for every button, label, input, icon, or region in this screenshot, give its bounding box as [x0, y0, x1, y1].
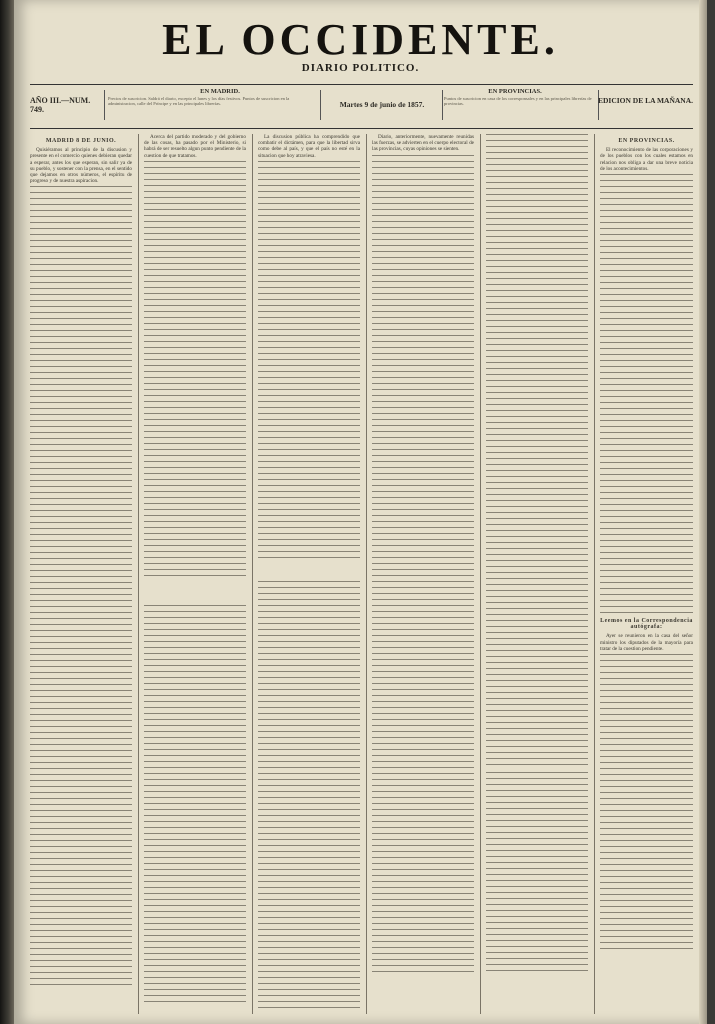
page-edge	[699, 0, 707, 1024]
text-lines	[258, 581, 360, 1011]
column-gap	[258, 565, 360, 581]
text-lines	[372, 155, 474, 975]
text-lines	[144, 161, 246, 581]
text-lines	[258, 161, 360, 561]
column-rule	[366, 134, 367, 1014]
masthead-title: EL OCCIDENTE.	[162, 15, 559, 64]
article-text: La discusion pública ha comprendido que combatir el dictámen, para que la libertad sirva como debe al país, y que el país no esté en la situacion que hoy atraviesa.	[258, 134, 360, 159]
top-rule	[30, 84, 693, 85]
madrid-terms: Precios de suscricion. Saldrá el diario, excepto el lunes y los días festivos. Puntos de suscricion en la administracion, calle del Príncipe y en las principales librerías.	[108, 96, 290, 107]
edition-label: EDICION DE LA MAÑANA.	[597, 96, 693, 105]
info-divider	[442, 90, 443, 120]
column-heading: Leemos en la Correspondencia autógrafa:	[600, 618, 693, 631]
info-bar	[30, 88, 693, 126]
column-heading: MADRID 8 DE JUNIO.	[45, 138, 117, 144]
column-rule	[252, 134, 253, 1014]
provinces-terms: Puntos de suscricion en casa de los corresponsales y en las principales librerías de provincias.	[444, 96, 592, 107]
issue-date: Martes 9 de junio de 1857.	[339, 100, 425, 109]
article-text: Acerca del partido moderado y del gobierno de las cosas, ha pasado por el Ministerio, si habrá de ser resuelto algun punto pendiente de la cuestion de que tratamos.	[144, 134, 246, 159]
madrid-heading: EN MADRID.	[200, 88, 240, 95]
article-columns	[30, 134, 693, 1014]
column-1	[30, 134, 132, 1014]
column-2	[144, 134, 246, 1014]
article-text: Diario, anteriormente, nuevamente reunidas las fuerzas, se advierten en el cuerpo electoral de las provincias, cuyas opiniones se sienten.	[372, 134, 474, 153]
column-rule	[138, 134, 139, 1014]
text-lines	[486, 518, 588, 768]
column-3	[258, 134, 360, 1014]
column-5	[486, 134, 588, 1014]
text-lines	[30, 186, 132, 986]
newspaper-page	[14, 0, 707, 1024]
masthead-subtitle: DIARIO POLITICO.	[301, 62, 420, 74]
article-text: Quisiéramos al principio de la discusion y presente en el comercio quienes debieran quedar a esperar, antes los que esperan, sin salir ya de su pueblo, y sostener con la prensa, en el sentido que dejamos en otros números, el espíritu de progreso y de nuestra aspiracion.	[30, 147, 132, 185]
text-lines	[486, 134, 588, 514]
article-text: Ayer se reunieron en la casa del señor ministro los diputados de la mayoría para tratar de la cuestion pendiente.	[600, 633, 693, 652]
issue-number: AÑO III.—NUM. 749.	[30, 96, 91, 114]
column-6	[600, 134, 693, 1014]
book-spine	[0, 0, 14, 1024]
column-rule	[594, 134, 595, 1014]
column-rule	[480, 134, 481, 1014]
column-4	[372, 134, 474, 1014]
text-lines	[600, 654, 693, 954]
info-divider	[598, 90, 599, 120]
text-lines	[600, 174, 693, 614]
text-lines	[144, 605, 246, 1005]
column-heading: EN PROVINCIAS.	[618, 138, 675, 144]
info-divider	[104, 90, 105, 120]
info-divider	[320, 90, 321, 120]
provinces-heading: EN PROVINCIAS.	[488, 88, 542, 95]
column-gap	[144, 585, 246, 605]
article-text: El reconocimiento de las corporaciones y de los pueblos con los cuales estamos en relacion nos obliga a dar una breve noticia de los acontecimientos.	[600, 147, 693, 172]
info-bottom-rule	[30, 128, 693, 129]
text-lines	[486, 772, 588, 972]
